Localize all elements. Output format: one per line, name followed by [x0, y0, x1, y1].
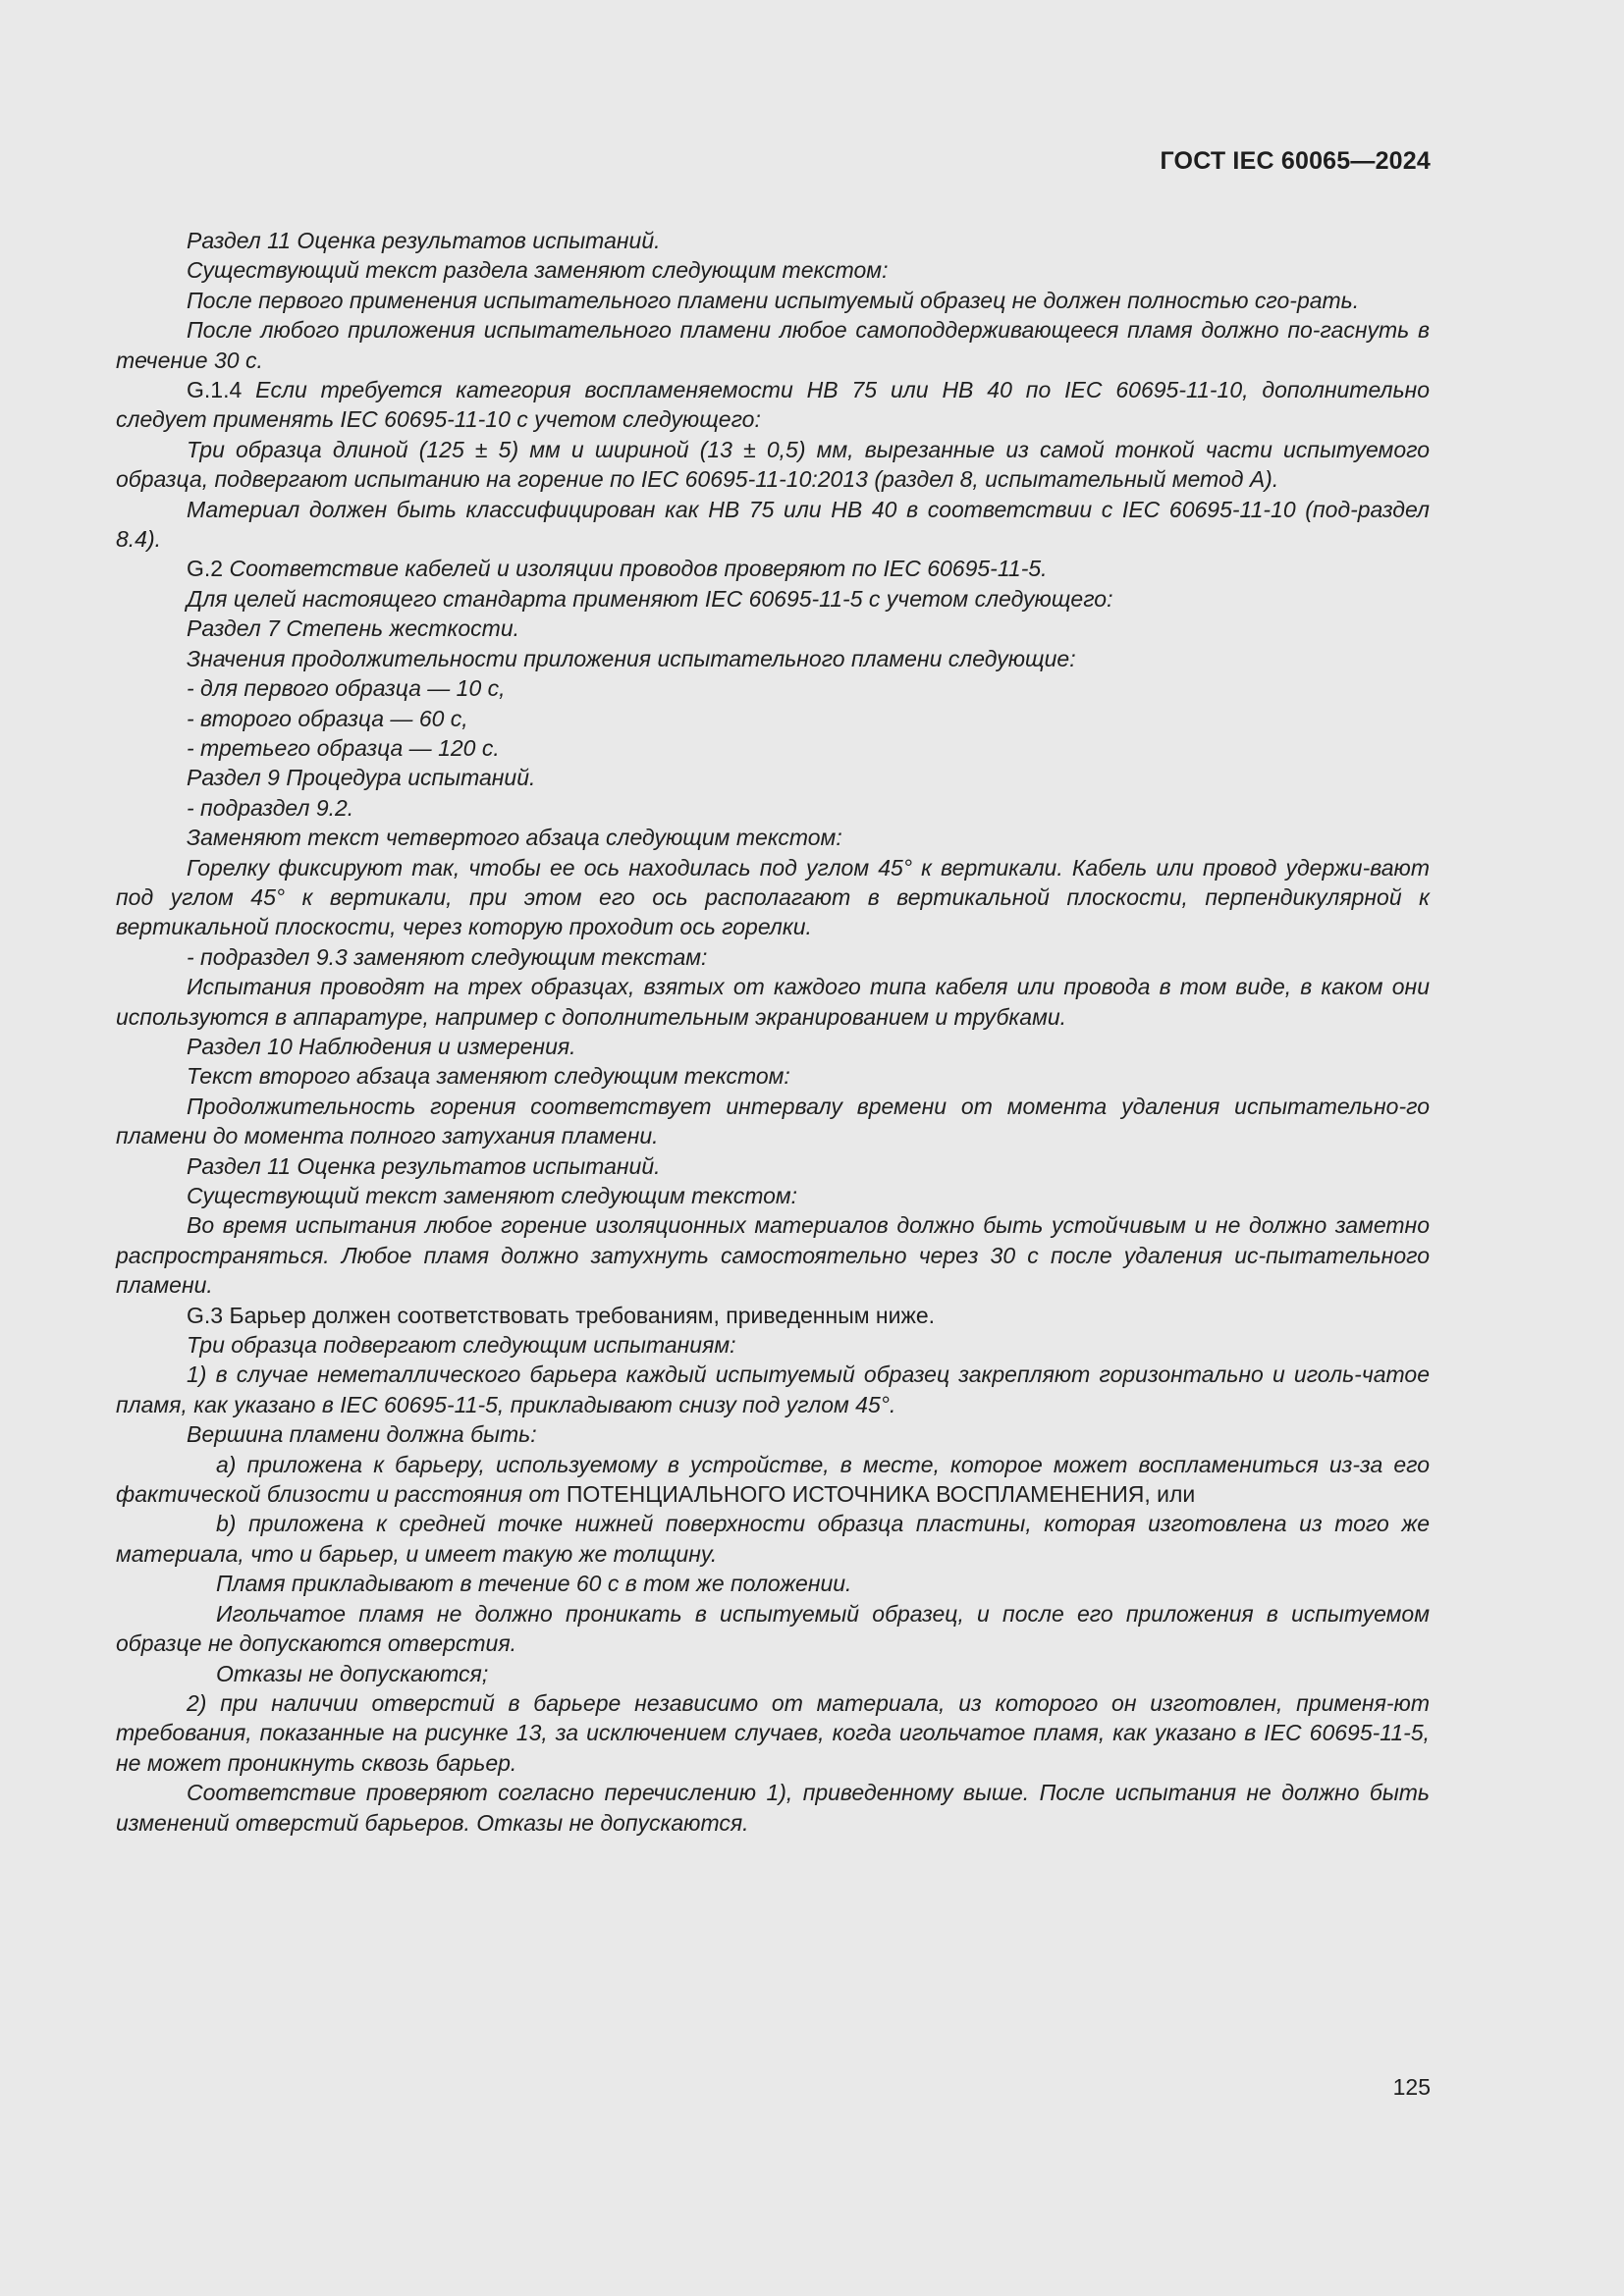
paragraph: Горелку фиксируют так, чтобы ее ось находилась под углом 45° к вертикали. Кабель или провод удержи-вают под углом 45° к вертикали, при этом его ось располагают в вертикальной плоскости, перпендикулярной к вертикальной плоскости, через которую проходит ось горелки. [116, 854, 1430, 940]
paragraph: Отказы не допускаются; [216, 1660, 489, 1686]
paragraph: Во время испытания любое горение изоляционных материалов должно быть устойчивым и не должно заметно распространяться. Любое пламя должно затухнуть самостоятельно через 30 с после удаления ис-пытательного пламени. [116, 1212, 1430, 1299]
list-item [116, 1450, 1430, 1510]
paragraph [116, 1301, 1430, 1330]
paragraph: Раздел 7 Степень жесткости. [187, 615, 520, 642]
paragraph: Раздел 11 Оценка результатов испытаний. [187, 228, 661, 253]
paragraph: После любого приложения испытательного пламени любое самоподдерживающееся пламя должно по-гаснуть в течение 30 с. [116, 317, 1430, 373]
list-item: b) приложена к средней точке нижней поверхности образца пластины, которая изготовлена из того же материала, что и барьер, и имеет такую же толщину. [116, 1511, 1430, 1567]
clause-number: G.3 [187, 1302, 224, 1328]
paragraph-text: Соответствие кабелей и изоляции проводов проверяют по IEC 60695-11-5. [229, 556, 1048, 582]
paragraph [116, 554, 1430, 583]
clause-number: G.2 [187, 556, 224, 582]
paragraph: Раздел 10 Наблюдения и измерения. [187, 1033, 576, 1059]
paragraph: Продолжительность горения соответствует интервалу времени от момента удаления испытательно-го пламени до момента полного затухания пламени. [116, 1093, 1430, 1149]
list-item: - третьего образца — 120 с. [187, 734, 500, 761]
list-item: - для первого образца — 10 с, [187, 675, 506, 702]
paragraph: Раздел 11 Оценка результатов испытаний. [187, 1152, 661, 1179]
paragraph: После первого применения испытательного пламени испытуемый образец не должен полностью сго-рать. [187, 287, 1360, 313]
paragraph: Для целей настоящего стандарта применяют IEC 60695-11-5 с учетом следующего: [187, 585, 1113, 612]
page-number: 125 [1392, 2074, 1431, 2100]
paragraph: Испытания проводят на трех образцах, взятых от каждого типа кабеля или провода в том виде, в каком они используются в аппаратуре, например с дополнительным экранированием и трубками. [116, 974, 1430, 1030]
paragraph [116, 375, 1430, 435]
clause-number: G.1.4 [187, 377, 243, 403]
list-item: 2) при наличии отверстий в барьере независимо от материала, из которого он изготовлен, применя-ют требования, показанные на рисунке 13, за исключением случаев, когда игольчатое пламя, как указано в IEC 60695-11-5, не может проникнуть сквозь барьер. [116, 1689, 1430, 1776]
paragraph: Три образца подвергают следующим испытаниям: [187, 1332, 736, 1359]
paragraph: Существующий текст заменяют следующим текстом: [187, 1183, 798, 1208]
paragraph: Раздел 9 Процедура испытаний. [187, 765, 536, 791]
list-item: - второго образца — 60 с, [187, 705, 468, 731]
paragraph: Текст второго абзаца заменяют следующим текстом: [187, 1063, 790, 1090]
list-item: - подраздел 9.2. [187, 794, 354, 821]
paragraph-text: а) приложена к барьеру, используемому в устройстве, в месте, которое может воспламениться из-за его фактической близости и расстояния от [116, 1451, 1430, 1508]
paragraph: Материал должен быть классифицирован как НВ 75 или НВ 40 в соответствии с IEC 60695-11-10 (под-раздел 8.4). [116, 496, 1430, 553]
paragraph: Три образца длиной (125 ± 5) мм и шириной (13 ± 0,5) мм, вырезанные из самой тонкой части испытуемого образца, подвергают испытанию на горение по IEC 60695-11-10:2013 (раздел 8, испытательный метод А). [116, 436, 1430, 493]
term-upright: ПОТЕНЦИАЛЬНОГО ИСТОЧНИКА ВОСПЛАМЕНЕНИЯ, или [566, 1481, 1196, 1508]
list-item: 1) в случае неметаллического барьера каждый испытуемый образец закрепляют горизонтально и иголь-чатое пламя, как указано в IEC 60695-11-5, прикладывают снизу под углом 45°. [116, 1362, 1430, 1417]
paragraph: Вершина пламени должна быть: [187, 1421, 537, 1448]
paragraph-text: Барьер должен соответствовать требованиям, приведенным ниже. [229, 1302, 936, 1328]
list-item: - подраздел 9.3 заменяют следующим текстам: [187, 943, 708, 970]
paragraph: Игольчатое пламя не должно проникать в испытуемый образец, и после его приложения в испытуемом образце не допускаются отверстия. [116, 1600, 1430, 1657]
paragraph: Заменяют текст четвертого абзаца следующим текстом: [187, 825, 842, 851]
paragraph: Значения продолжительности приложения испытательного пламени следующие: [187, 645, 1076, 671]
document-code: ГОСТ IEC 60065—2024 [1160, 147, 1431, 175]
paragraph: Существующий текст раздела заменяют следующим текстом: [187, 257, 889, 284]
paragraph-text: Если требуется категория воспламеняемости НВ 75 или НВ 40 по IEC 60695-11-10, дополнительно следует применять IEC 60695-11-10 с учетом следующего: [116, 377, 1430, 433]
paragraph: Соответствие проверяют согласно перечислению 1), приведенному выше. После испытания не должно быть изменений отверстий барьеров. Отказы не допускаются. [116, 1780, 1430, 1836]
document-body [116, 226, 1430, 1838]
paragraph: Пламя прикладывают в течение 60 с в том же положении. [216, 1571, 852, 1597]
